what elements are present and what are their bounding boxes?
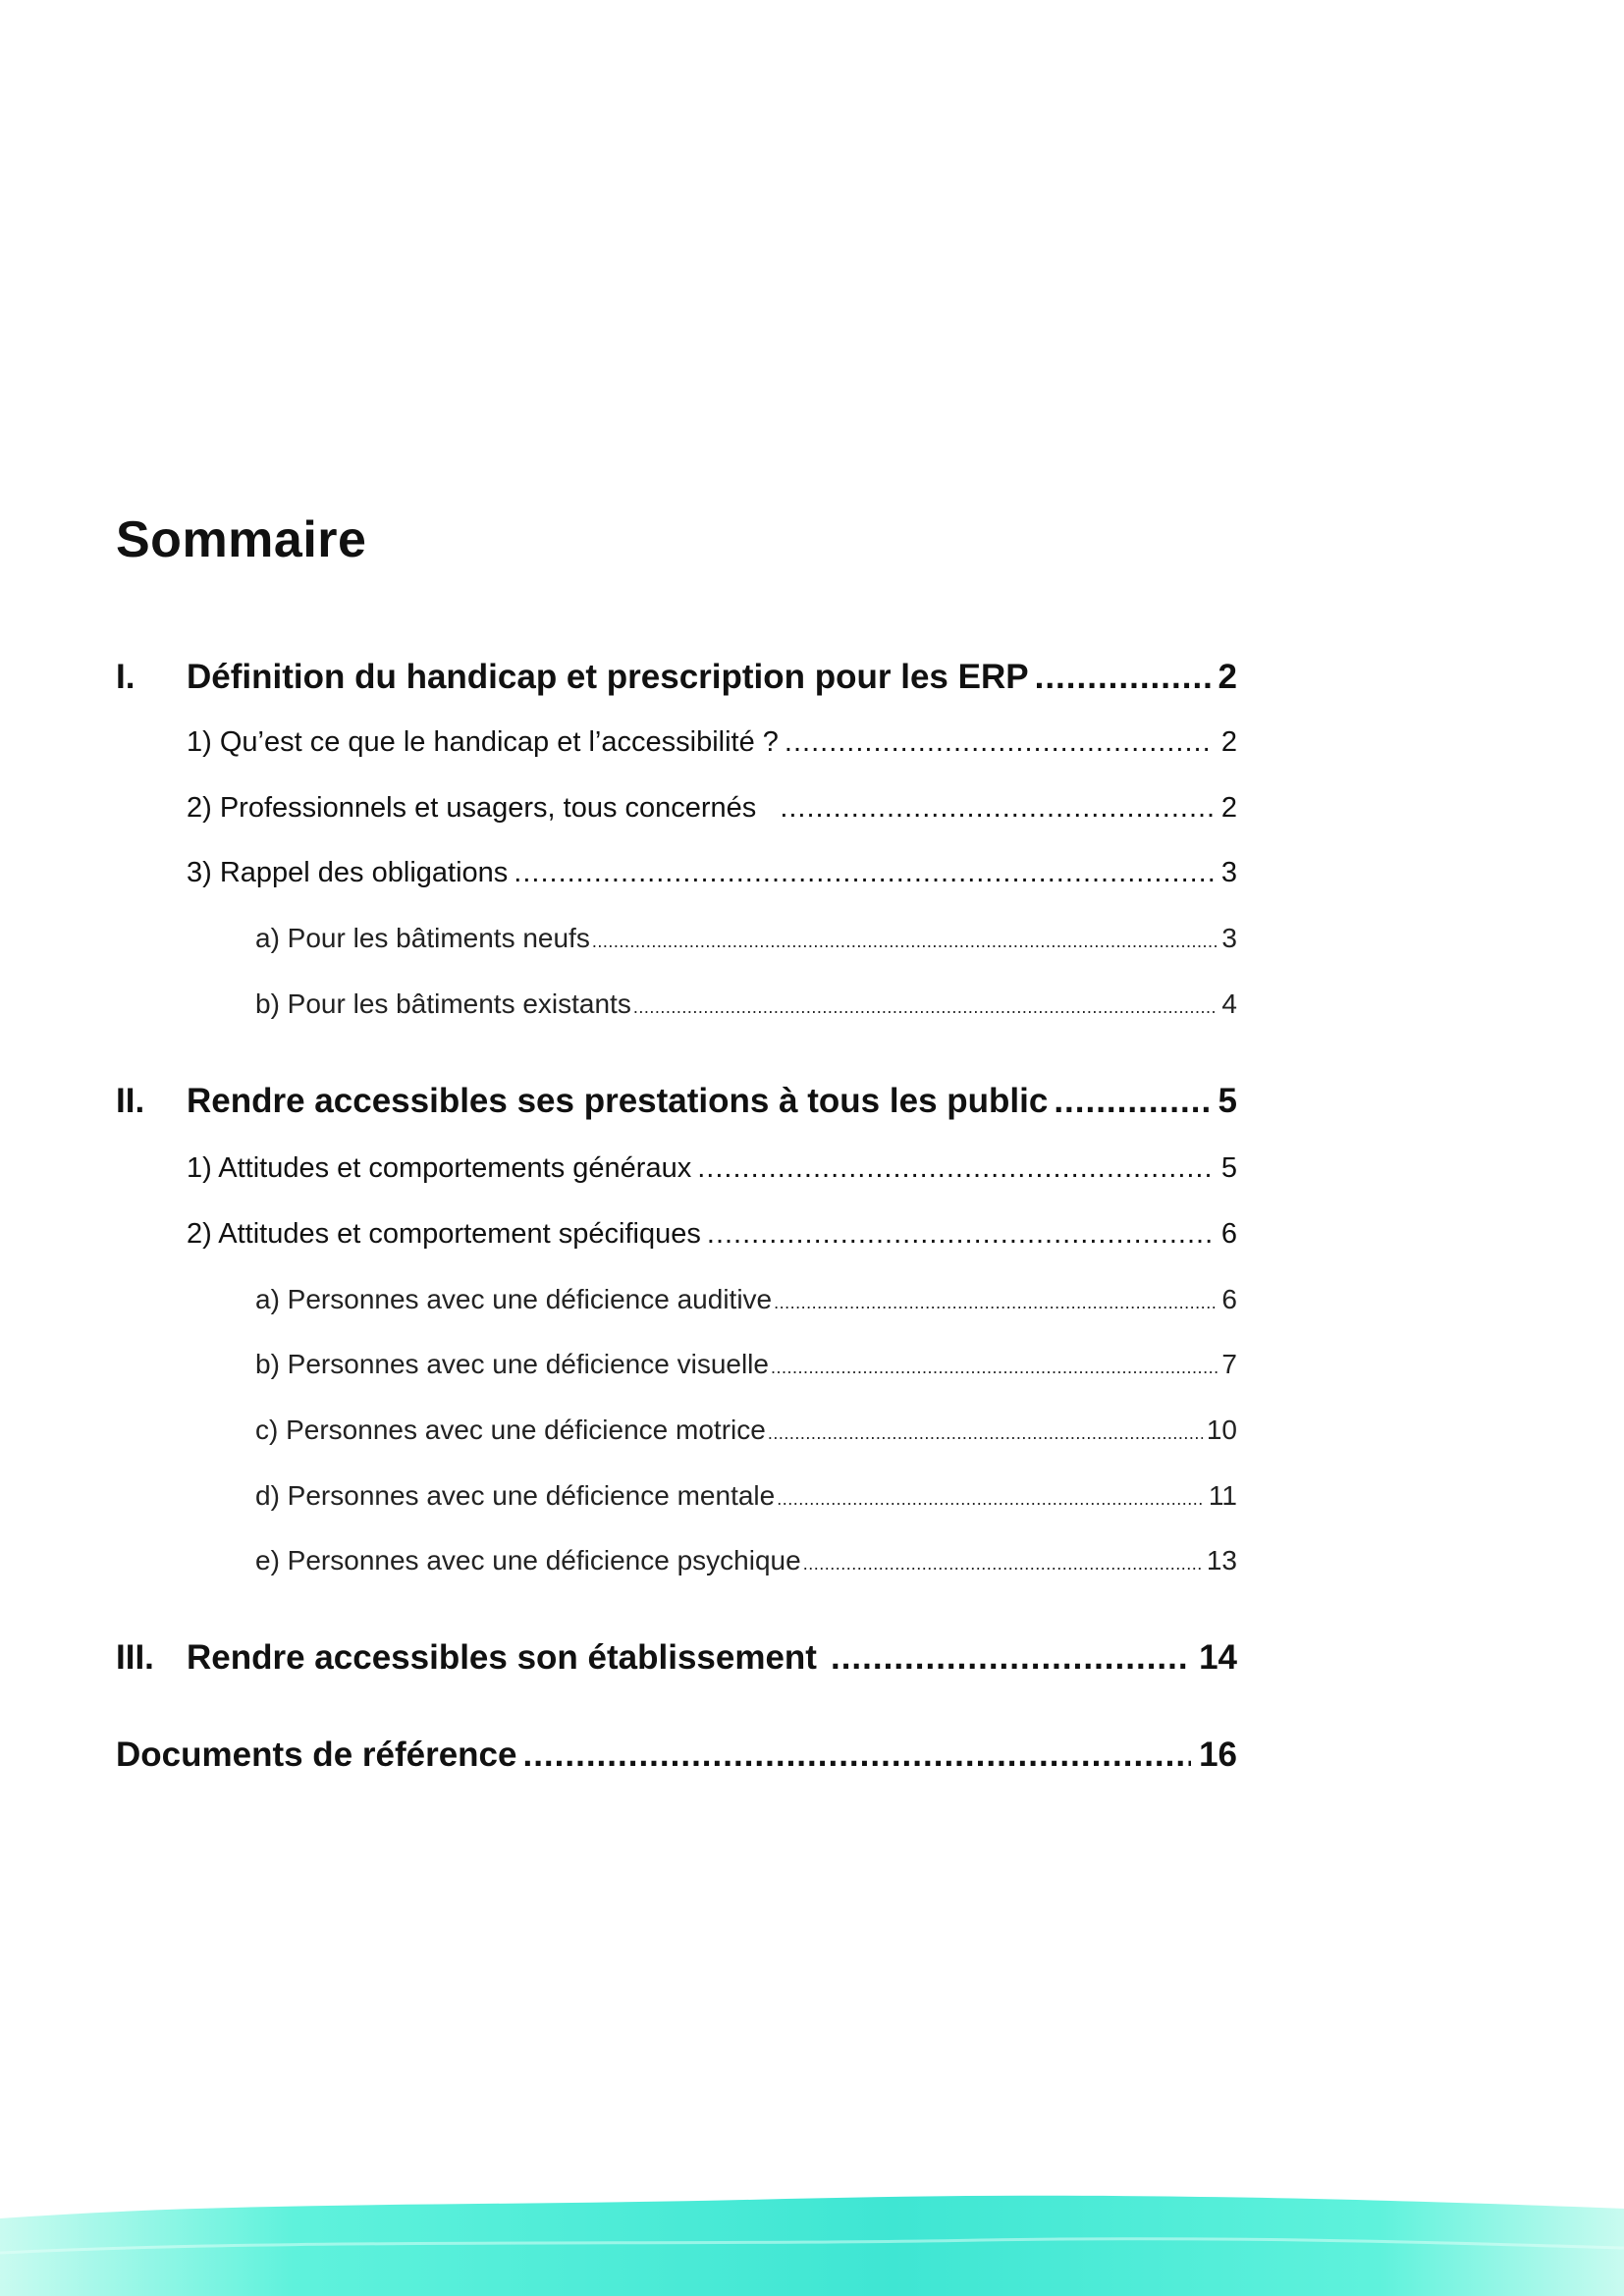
toc-page-number: 3 [1220, 857, 1237, 888]
dot-leader [1054, 1080, 1210, 1123]
dot-leader [831, 1636, 1191, 1680]
toc-page-number: 7 [1221, 1349, 1237, 1379]
toc-entry-1-2[interactable] [187, 789, 1237, 827]
toc-entry-2-2[interactable] [187, 1215, 1237, 1253]
toc-entry-label: a) Pour les bâtiments neufs [255, 923, 590, 953]
toc-entry-label: a) Personnes avec une déficience auditive [255, 1284, 773, 1314]
toc-page-number: 6 [1220, 1218, 1237, 1250]
dot-leader [771, 1349, 1218, 1386]
toc-entry-label: b) Personnes avec une déficience visuelle [255, 1349, 769, 1379]
toc-entry-1-3-b[interactable] [255, 986, 1237, 1023]
toc-section-1[interactable] [116, 656, 1237, 699]
toc-page-number: 4 [1221, 988, 1237, 1019]
toc-entry-label: 1) Qu’est ce que le handicap et l’accessibilité ? [187, 726, 779, 758]
toc-entry-label: 1) Attitudes et comportements généraux [187, 1152, 692, 1184]
toc-page-number: 16 [1199, 1735, 1237, 1774]
toc-section-label: Définition du handicap et prescription pour les ERP [187, 658, 1029, 696]
toc-page-number: 2 [1220, 726, 1237, 758]
toc-page-number: 11 [1208, 1480, 1237, 1511]
toc-page-number: 3 [1221, 923, 1237, 953]
toc-entry-1-1[interactable] [187, 723, 1237, 761]
page-title: Sommaire [116, 511, 367, 568]
toc-entry-label: 2) Attitudes et comportement spécifiques [187, 1218, 701, 1250]
toc-entry-label: 3) Rappel des obligations [187, 857, 509, 888]
decorative-wave-band [0, 2160, 1624, 2296]
toc-section-number: I. [116, 658, 135, 696]
toc-section-references[interactable] [116, 1734, 1237, 1777]
toc-entry-1-3[interactable] [187, 854, 1237, 891]
toc-page-number: 6 [1221, 1284, 1237, 1314]
dot-leader [780, 789, 1214, 827]
toc-page-number: 10 [1206, 1415, 1237, 1445]
toc-page-number: 2 [1218, 658, 1237, 696]
toc-section-number: III. [116, 1638, 154, 1677]
toc-section-label: Rendre accessibles ses prestations à tous les public [187, 1082, 1049, 1120]
toc-entry-2-2-c[interactable] [255, 1412, 1237, 1449]
toc-entry-label: d) Personnes avec une déficience mentale [255, 1480, 776, 1511]
toc-page-number: 2 [1220, 792, 1237, 824]
toc-page-number: 5 [1220, 1152, 1237, 1184]
dot-leader [768, 1415, 1203, 1452]
dot-leader [514, 854, 1214, 891]
toc-entry-label: b) Pour les bâtiments existants [255, 988, 631, 1019]
toc-entry-1-3-a[interactable] [255, 920, 1237, 957]
dot-leader [592, 923, 1218, 960]
dot-leader [777, 1480, 1205, 1518]
dot-leader [1035, 656, 1211, 699]
dot-leader [697, 1149, 1214, 1187]
toc-entry-2-2-e[interactable] [255, 1542, 1237, 1579]
toc-entry-2-2-d[interactable] [255, 1477, 1237, 1515]
dot-leader [522, 1734, 1191, 1777]
toc-section-2[interactable] [116, 1080, 1237, 1123]
dot-leader [785, 723, 1214, 761]
toc-entry-2-2-b[interactable] [255, 1346, 1237, 1383]
toc-entry-label: e) Personnes avec une déficience psychique [255, 1545, 801, 1575]
toc-section-label: Rendre accessibles son établissement [187, 1638, 817, 1677]
toc-section-3[interactable] [116, 1636, 1237, 1680]
dot-leader [774, 1284, 1218, 1321]
toc-entry-2-1[interactable] [187, 1149, 1237, 1187]
toc-page-number: 14 [1199, 1638, 1237, 1677]
dot-leader [707, 1215, 1214, 1253]
toc-section-number: II. [116, 1082, 145, 1120]
toc-entry-2-2-a[interactable] [255, 1281, 1237, 1318]
dot-leader [803, 1545, 1203, 1582]
toc-section-label: Documents de référence [116, 1735, 517, 1774]
toc-entry-label: 2) Professionnels et usagers, tous concernés [187, 792, 757, 824]
dot-leader [633, 988, 1218, 1026]
toc-entry-label: c) Personnes avec une déficience motrice [255, 1415, 766, 1445]
toc-page-number: 13 [1206, 1545, 1237, 1575]
toc-page-number: 5 [1218, 1082, 1237, 1120]
